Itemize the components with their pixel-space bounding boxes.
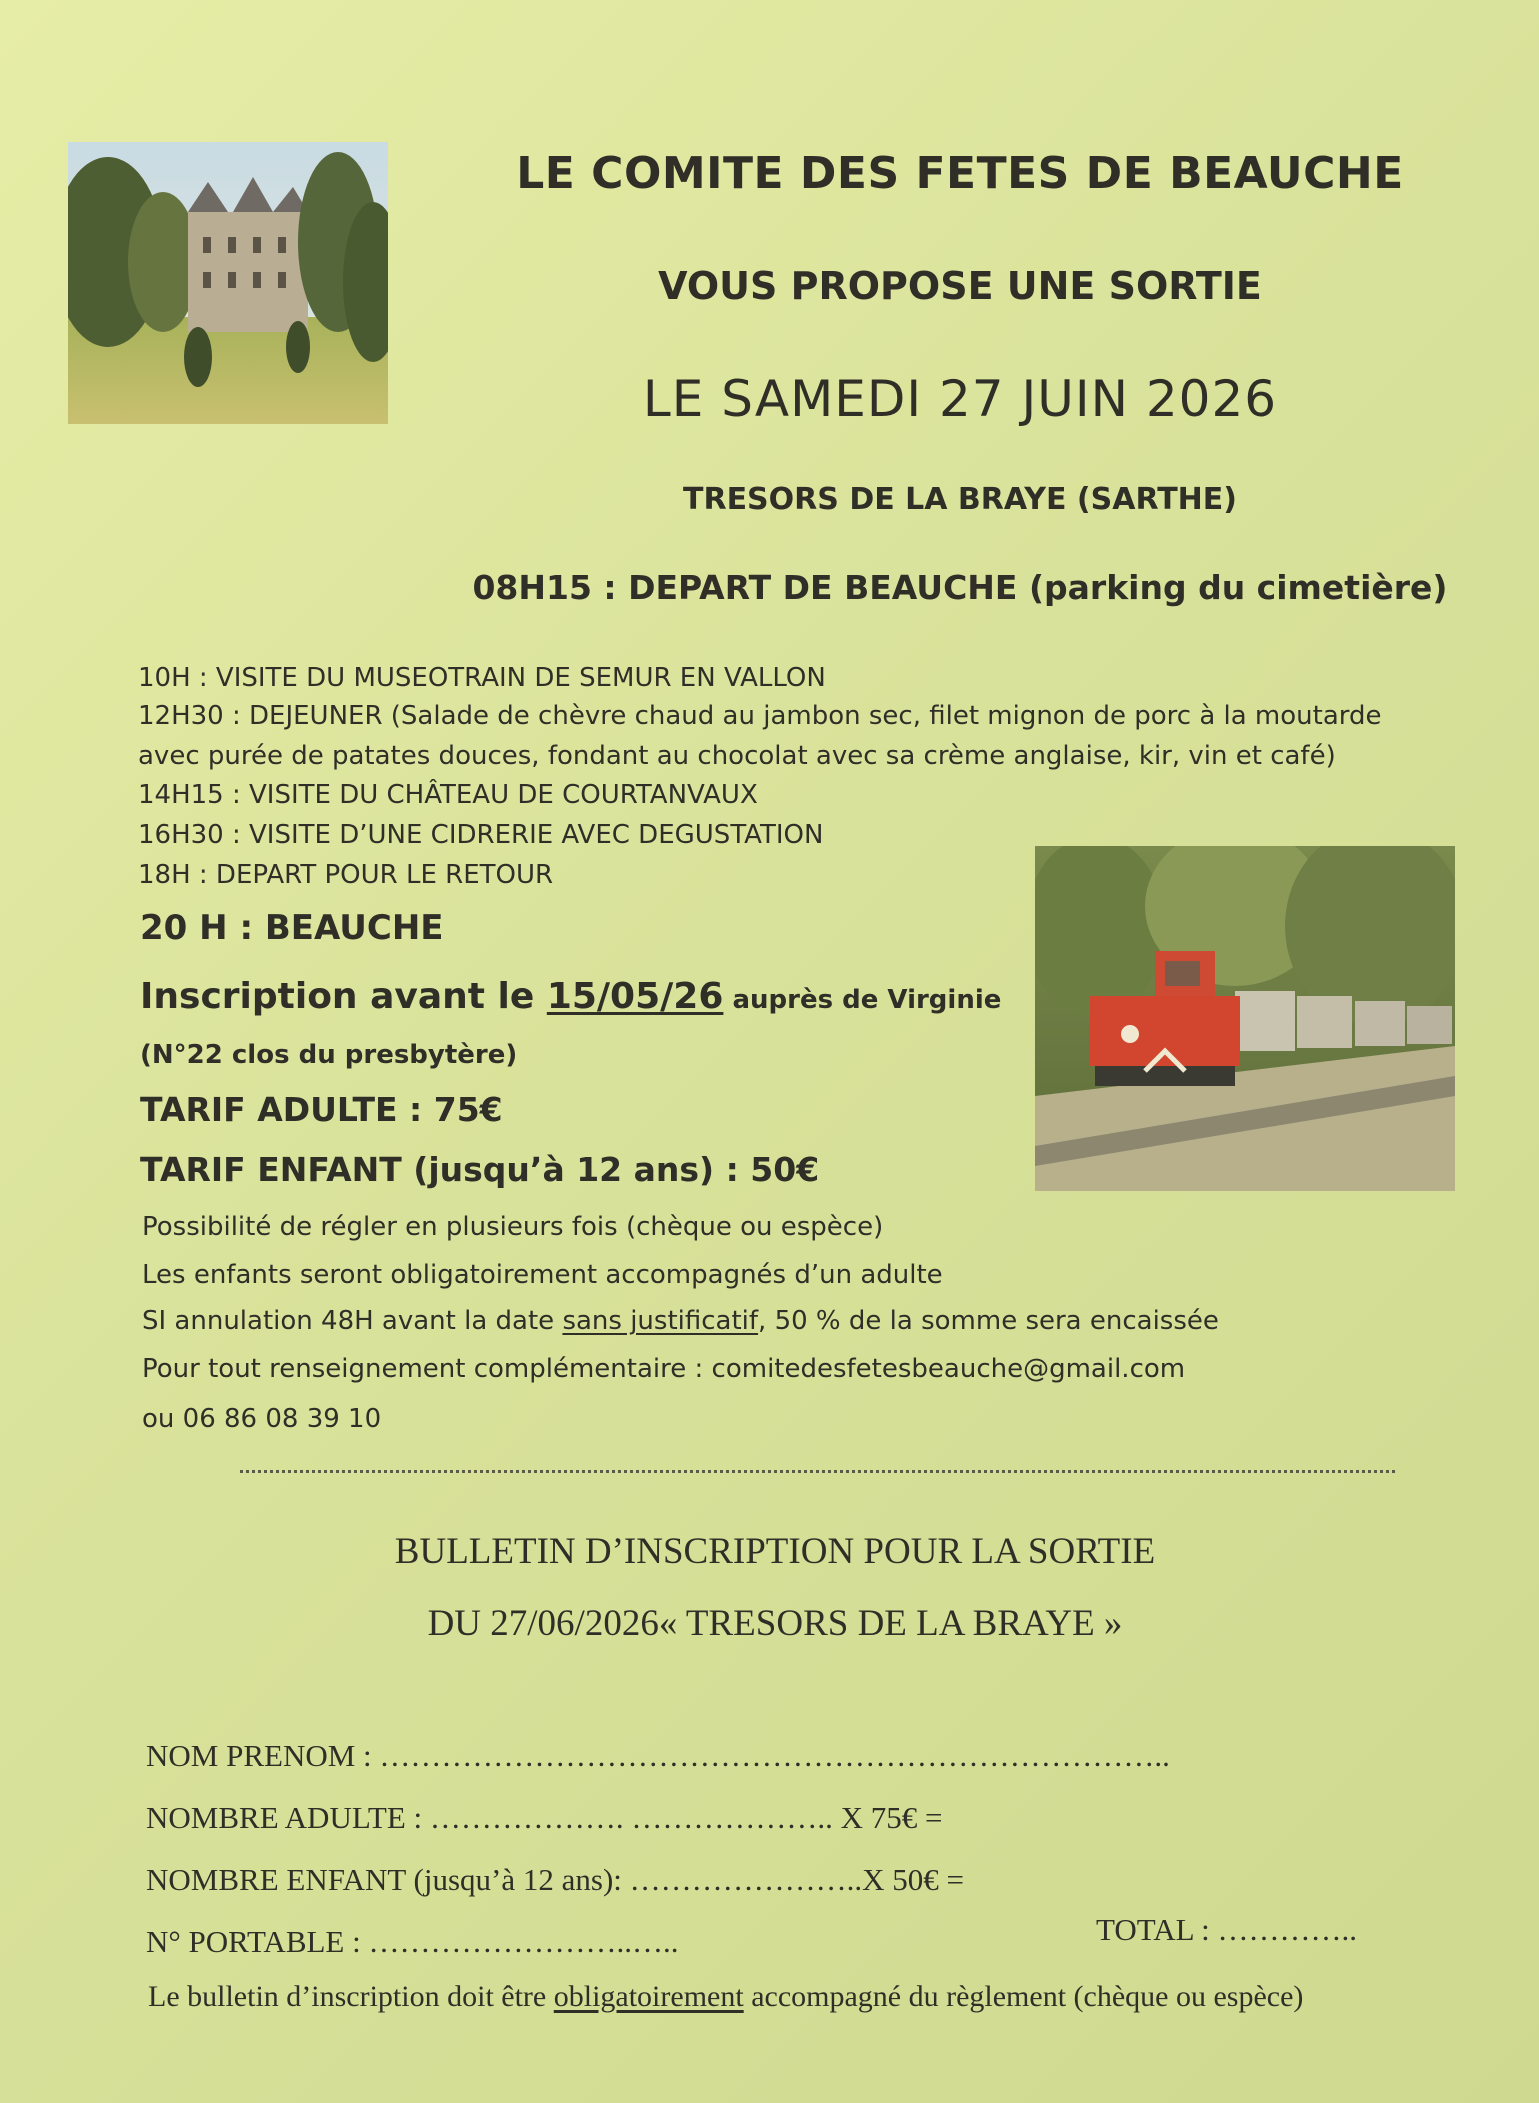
note-prefix: Le bulletin d’inscription doit être [148, 1980, 554, 2013]
bulletin-title: BULLETIN D’INSCRIPTION POUR LA SORTIE [394, 1531, 1156, 1572]
registration-contact: auprès de Virginie [723, 985, 1002, 1015]
event-date: LE SAMEDI 27 JUIN 2026 [642, 370, 1278, 428]
subtitle: VOUS PROPOSE UNE SORTIE [658, 264, 1262, 308]
cancellation-suffix: , 50 % de la somme sera encaissée [758, 1306, 1219, 1336]
child-count-field[interactable]: NOMBRE ENFANT (jusqu’à 12 ans): …………………..X 50€ = [146, 1862, 965, 1897]
arrival-info: 20 H : BEAUCHE [140, 908, 444, 948]
adult-count-field[interactable]: NOMBRE ADULTE : ………………. ……………….. X 75€ = [146, 1800, 943, 1835]
castle-photo [68, 142, 388, 424]
phone-field[interactable]: N° PORTABLE : ……………………..….. [146, 1924, 679, 1959]
cancellation-underlined: sans justificatif [562, 1306, 759, 1336]
registration-deadline [140, 976, 1001, 1017]
cancellation-prefix: SI annulation 48H avant la date [142, 1306, 563, 1336]
tarif-child: TARIF ENFANT (jusqu’à 12 ans) : 50€ [140, 1150, 820, 1189]
program-item: 16H30 : VISITE D’UNE CIDRERIE AVEC DEGUSTATION [138, 820, 824, 850]
program-item: 18H : DEPART POUR LE RETOUR [138, 860, 554, 890]
dotted-divider [240, 1470, 1395, 1473]
note-suffix: accompagné du règlement (chèque ou espèce) [743, 1980, 1304, 2013]
children-info: Les enfants seront obligatoirement accompagnés d’un adulte [142, 1260, 943, 1290]
contact-phone: ou 06 86 08 39 10 [142, 1404, 382, 1434]
note-underlined: obligatoirement [553, 1980, 744, 2013]
bulletin-note [148, 1980, 1303, 2014]
program-item: 14H15 : VISITE DU CHÂTEAU DE COURTANVAUX [138, 780, 758, 810]
registration-prefix: Inscription avant le [140, 976, 547, 1017]
contact-address: (N°22 clos du presbytère) [140, 1040, 518, 1070]
bulletin-subtitle: DU 27/06/2026« TRESORS DE LA BRAYE » [427, 1603, 1123, 1644]
program-item: 10H : VISITE DU MUSEOTRAIN DE SEMUR EN VALLON [138, 663, 826, 693]
payment-info: Possibilité de régler en plusieurs fois (chèque ou espèce) [142, 1212, 884, 1242]
deadline-date: 15/05/26 [546, 976, 724, 1017]
page-title: LE COMITE DES FETES DE BEAUCHE [516, 148, 1404, 199]
tarif-adult: TARIF ADULTE : 75€ [140, 1090, 503, 1129]
contact-email: Pour tout renseignement complémentaire : comitedesfetesbeauche@gmail.com [142, 1354, 1186, 1384]
total-field[interactable]: TOTAL : ………….. [1096, 1912, 1358, 1947]
departure-info: 08H15 : DEPART DE BEAUCHE (parking du cimetière) [472, 568, 1448, 607]
name-field[interactable]: NOM PRENOM : ………………………………………………………………….. [146, 1738, 1170, 1773]
program-item: 12H30 : DEJEUNER (Salade de chèvre chaud au jambon sec, filet mignon de porc à la moutarde avec purée de patates douces, fondant au chocolat avec sa crème anglaise, kir, vin et café) [138, 701, 1382, 771]
destination: TRESORS DE LA BRAYE (SARTHE) [683, 482, 1237, 517]
cancellation-info [142, 1306, 1392, 1336]
train-photo [1035, 846, 1455, 1191]
